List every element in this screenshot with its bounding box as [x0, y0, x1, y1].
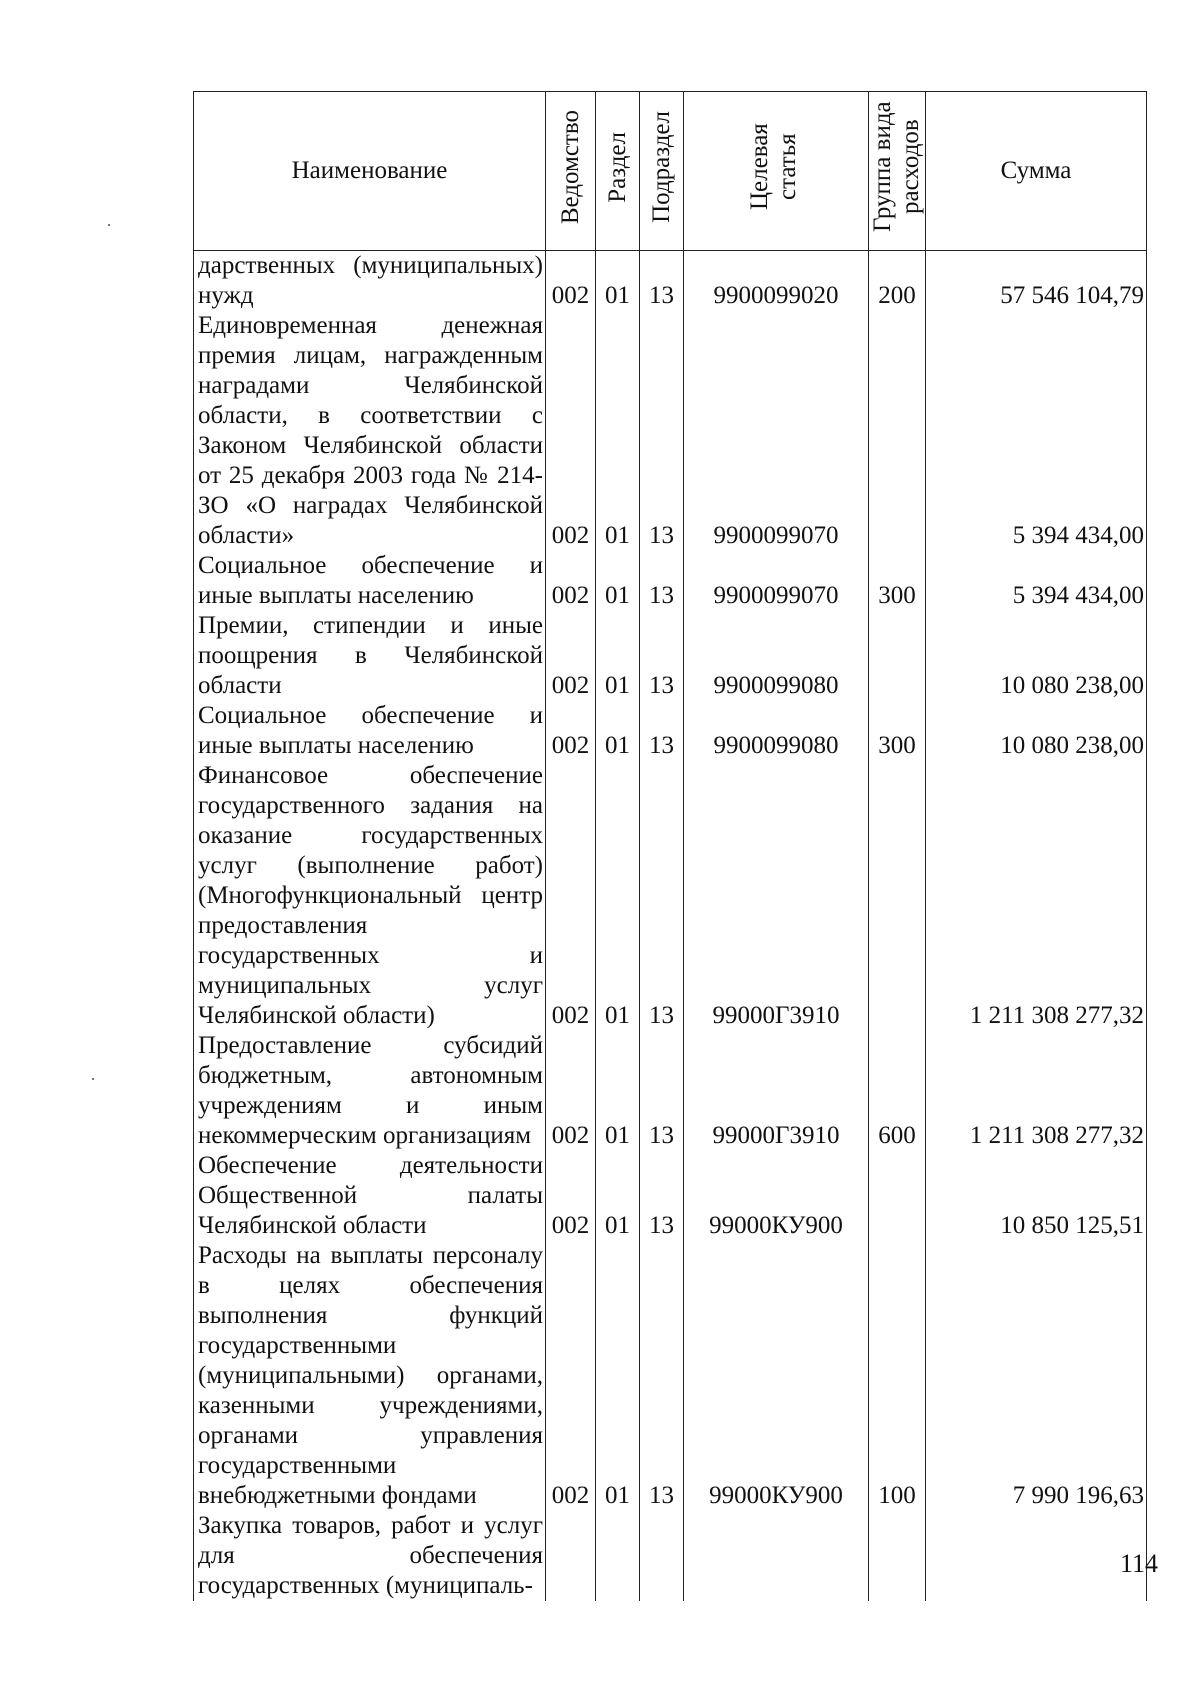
row-subsection-cell: 13	[640, 251, 684, 312]
row-target-item-cell: 9900099070	[684, 551, 869, 611]
header-subsection: Подраздел	[640, 92, 684, 251]
row-subsection-cell: 13	[640, 611, 684, 701]
row-target-item-cell: 99000КУ900	[684, 1151, 869, 1241]
row-section-cell: 01	[596, 701, 640, 761]
row-department-cell: 002	[546, 611, 596, 701]
row-section-cell: 01	[596, 551, 640, 611]
row-department-cell: 002	[546, 551, 596, 611]
table-row	[194, 251, 1147, 312]
row-section-cell	[596, 1511, 640, 1601]
row-section-cell: 01	[596, 1031, 640, 1151]
row-target-item-cell	[684, 1511, 869, 1601]
header-department: Ведомство	[546, 92, 596, 251]
row-amount-cell: 10 850 125,51	[926, 1151, 1147, 1241]
row-target-item-cell: 9900099070	[684, 311, 869, 551]
row-amount-cell: 10 080 238,00	[926, 611, 1147, 701]
table-row	[194, 1241, 1147, 1511]
row-name-cell: Расходы на выплаты персоналу в целях обеспечения выполнения функций государственными (муниципальными) органами, казенными учреждениями, органами управления государственными внебюджетными фондами	[194, 1241, 546, 1511]
table-row	[194, 1511, 1147, 1601]
row-target-item-cell: 9900099020	[684, 251, 869, 312]
row-expense-group-cell	[869, 761, 926, 1031]
row-subsection-cell: 13	[640, 1151, 684, 1241]
table-header-row	[194, 92, 1147, 251]
row-name-cell: Предоставление субсидий бюджетным, автономным учреждениям и иным некоммерческим организациям	[194, 1031, 546, 1151]
header-name: Наименование	[194, 92, 546, 251]
row-amount-cell: 5 394 434,00	[926, 551, 1147, 611]
row-name-cell: Социальное обеспечение и иные выплаты населению	[194, 701, 546, 761]
header-target-item: Целевая статья	[684, 92, 869, 251]
row-name-cell: Социальное обеспечение и иные выплаты населению	[194, 551, 546, 611]
table-row	[194, 311, 1147, 551]
row-section-cell: 01	[596, 611, 640, 701]
row-name-cell: Обеспечение деятельности Общественной палаты Челябинской области	[194, 1151, 546, 1241]
row-department-cell: 002	[546, 1241, 596, 1511]
row-expense-group-cell: 300	[869, 551, 926, 611]
row-target-item-cell: 99000Г3910	[684, 761, 869, 1031]
row-amount-cell: 7 990 196,63	[926, 1241, 1147, 1511]
row-department-cell: 002	[546, 311, 596, 551]
row-name-cell: Финансовое обеспечение государственного задания на оказание государственных услуг (выполнение работ) (Многофункциональный центр предоставления государственных и муниципальных услуг Челябинской области)	[194, 761, 546, 1031]
row-expense-group-cell	[869, 311, 926, 551]
row-department-cell: 002	[546, 251, 596, 312]
row-subsection-cell: 13	[640, 311, 684, 551]
table-row	[194, 551, 1147, 611]
row-section-cell: 01	[596, 1151, 640, 1241]
row-amount-cell: 5 394 434,00	[926, 311, 1147, 551]
row-target-item-cell: 9900099080	[684, 701, 869, 761]
table-body	[194, 251, 1147, 1602]
row-target-item-cell: 9900099080	[684, 611, 869, 701]
row-name-cell: дарственных (муниципальных) нужд	[194, 251, 546, 312]
row-subsection-cell: 13	[640, 1031, 684, 1151]
scan-speck	[108, 224, 110, 226]
row-expense-group-cell	[869, 611, 926, 701]
row-name-cell: Единовременная денежная премия лицам, награжденным наградами Челябинской области, в соответствии с Законом Челябинской области от 25 декабря 2003 года № 214-ЗО «О наградах Челябинской области»	[194, 311, 546, 551]
row-section-cell: 01	[596, 251, 640, 312]
row-expense-group-cell	[869, 1151, 926, 1241]
row-name-cell: Премии, стипендии и иные поощрения в Челябинской области	[194, 611, 546, 701]
row-department-cell: 002	[546, 1151, 596, 1241]
row-department-cell	[546, 1511, 596, 1601]
row-amount-cell: 10 080 238,00	[926, 701, 1147, 761]
row-expense-group-cell: 300	[869, 701, 926, 761]
row-section-cell: 01	[596, 1241, 640, 1511]
row-amount-cell: 1 211 308 277,32	[926, 1031, 1147, 1151]
row-expense-group-cell: 100	[869, 1241, 926, 1511]
row-expense-group-cell	[869, 1511, 926, 1601]
row-department-cell: 002	[546, 761, 596, 1031]
row-department-cell: 002	[546, 1031, 596, 1151]
budget-table	[193, 91, 1147, 1601]
header-amount: Сумма	[926, 92, 1147, 251]
row-subsection-cell: 13	[640, 1241, 684, 1511]
row-subsection-cell	[640, 1511, 684, 1601]
row-name-cell: Закупка товаров, работ и услуг для обеспечения государственных (муниципаль-	[194, 1511, 546, 1601]
header-expense-group: Группа вида расходов	[869, 92, 926, 251]
header-section: Раздел	[596, 92, 640, 251]
row-amount-cell	[926, 1511, 1147, 1601]
row-target-item-cell: 99000Г3910	[684, 1031, 869, 1151]
table-row	[194, 611, 1147, 701]
row-subsection-cell: 13	[640, 701, 684, 761]
row-section-cell: 01	[596, 311, 640, 551]
table-row	[194, 761, 1147, 1031]
row-expense-group-cell: 200	[869, 251, 926, 312]
row-section-cell: 01	[596, 761, 640, 1031]
table-row	[194, 1031, 1147, 1151]
row-target-item-cell: 99000КУ900	[684, 1241, 869, 1511]
page-number: 114	[1120, 1549, 1159, 1578]
row-amount-cell: 57 546 104,79	[926, 251, 1147, 312]
row-amount-cell: 1 211 308 277,32	[926, 761, 1147, 1031]
scan-speck	[92, 1078, 94, 1080]
row-department-cell: 002	[546, 701, 596, 761]
table-row	[194, 1151, 1147, 1241]
row-subsection-cell: 13	[640, 761, 684, 1031]
row-expense-group-cell: 600	[869, 1031, 926, 1151]
row-subsection-cell: 13	[640, 551, 684, 611]
table-row	[194, 701, 1147, 761]
